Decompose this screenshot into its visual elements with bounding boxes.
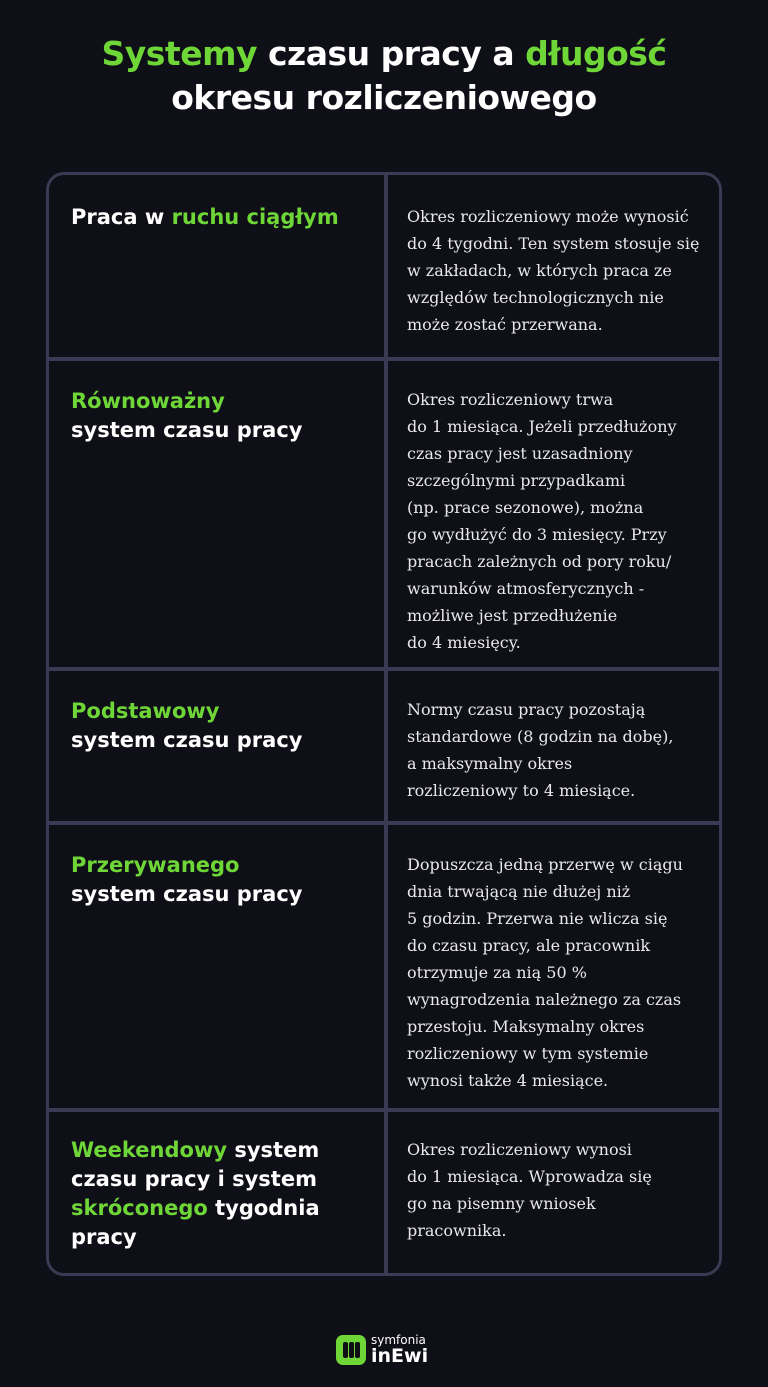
row-label-highlight-weekendowy: Weekendowy <box>71 1138 228 1162</box>
title-line-2: okresu rozliczeniowego <box>171 78 597 117</box>
row-label-highlight: ruchu ciągłym <box>171 205 339 229</box>
row-label-text: system czasu pracy i system <box>71 1138 320 1191</box>
title-highlight-dlugosc: długość <box>525 34 667 73</box>
row-label-text: Praca w <box>71 205 172 229</box>
row-description: Dopuszcza jedną przerwę w ciągu dnia trwającą nie dłużej niż 5 godzin. Przerwa nie wlicza się do czasu pracy, ale pracownik otrzymuje za nią 50 % wynagrodzenia należnego za czas przestoju. Maksymalny okres rozliczeniowy w tym systemie wynosi także 4 miesiące. <box>407 855 683 1090</box>
row-label <box>71 387 361 445</box>
page-title <box>0 32 768 120</box>
logo-mark-icon <box>336 1335 366 1365</box>
row-label <box>71 1136 361 1252</box>
logo-big-text: inEwi <box>371 1345 429 1367</box>
row-label-highlight-skroconego: skróconego <box>71 1196 208 1220</box>
row-label-text: system czasu pracy <box>71 728 303 752</box>
row-label-text-end: tygodnia pracy <box>71 1196 320 1249</box>
table-row-podstawowy <box>49 671 719 821</box>
row-label-highlight: Równoważny <box>71 389 225 413</box>
title-highlight-systemy: Systemy <box>101 34 257 73</box>
row-label-highlight: Przerywanego <box>71 853 240 877</box>
row-label-text: system czasu pracy <box>71 418 303 442</box>
table-row-rownowazny <box>49 361 719 667</box>
title-text-middle: czasu pracy a <box>256 34 526 73</box>
row-label <box>71 203 361 232</box>
row-description: Okres rozliczeniowy wynosi do 1 miesiąca. Wprowadza się go na pisemny wniosek pracownika. <box>407 1140 652 1240</box>
table-row-ruch-ciagly <box>49 175 719 357</box>
row-label <box>71 851 361 909</box>
row-description: Okres rozliczeniowy trwa do 1 miesiąca. Jeżeli przedłużony czas pracy jest uzasadniony szczególnymi przypadkami (np. prace sezonowe), można go wydłużyć do 3 miesięcy. Przy pracach zależnych od pory roku/ warunków atmosferycznych - możliwe jest przedłużenie do 4 miesięcy. <box>407 390 677 652</box>
row-description: Okres rozliczeniowy może wynosić do 4 tygodni. Ten system stosuje się w zakładach, w których praca ze względów technologicznych nie może zostać przerwana. <box>407 207 700 334</box>
row-label-highlight: Podstawowy <box>71 699 220 723</box>
logo-small-text: symfonia <box>371 1333 426 1347</box>
brand-logo <box>336 1333 428 1367</box>
row-label <box>71 697 361 755</box>
table-row-przerywanego <box>49 825 719 1108</box>
row-label-text: system czasu pracy <box>71 882 303 906</box>
row-description: Normy czasu pracy pozostają standardowe (8 godzin na dobę), a maksymalny okres rozliczeniowy to 4 miesiące. <box>407 700 674 800</box>
logo-text <box>371 1334 428 1366</box>
title-line-1 <box>0 32 768 76</box>
comparison-table <box>46 172 722 1276</box>
table-row-weekendowy <box>49 1112 719 1276</box>
